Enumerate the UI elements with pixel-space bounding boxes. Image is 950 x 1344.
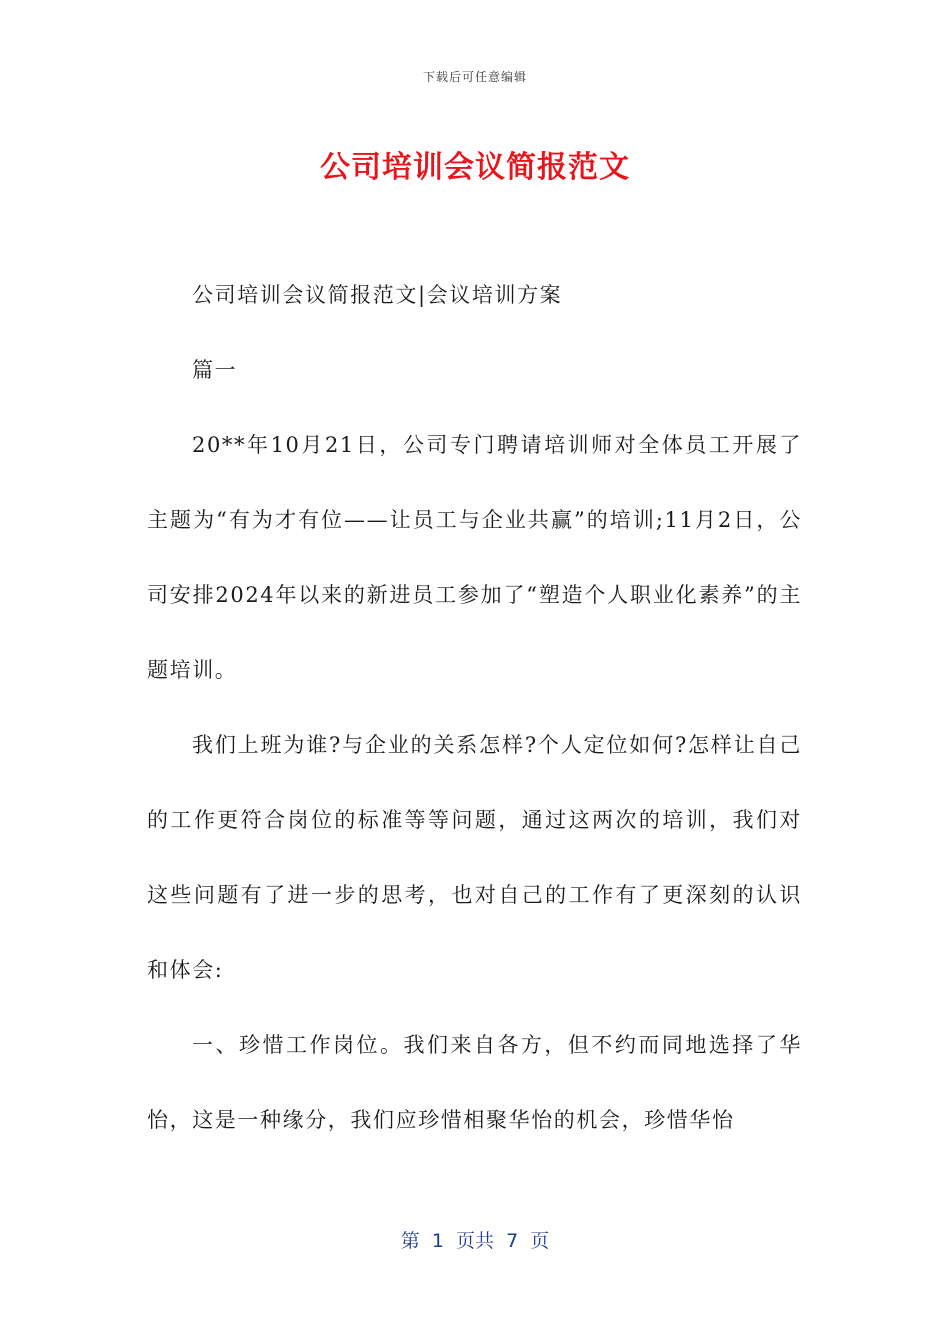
- document-title: 公司培训会议简报范文: [320, 150, 630, 185]
- header-note: 下载后可任意编辑: [422, 70, 527, 84]
- paragraph-section-heading: 篇一: [192, 358, 238, 382]
- paragraph-reflection: 我们上班为谁?与企业的关系怎样?个人定位如何?怎样让自己的工作更符合岗位的标准等等问题，通过这两次的培训，我们对这些问题有了进一步的思考，也对自己的工作有了更深刻的认识和体会:: [147, 733, 802, 982]
- document-body: [147, 258, 802, 1158]
- page-number-footer: 第 1 页共 7 页: [400, 1230, 550, 1252]
- paragraph-point-one: 一、珍惜工作岗位。我们来自各方，但不约而同地选择了华怡，这是一种缘分，我们应珍惜相聚华怡的机会，珍惜华怡: [147, 1033, 802, 1132]
- paragraph-subtitle: 公司培训会议简报范文|会议培训方案: [192, 283, 563, 307]
- paragraph-training-overview: 20**年10月21日，公司专门聘请培训师对全体员工开展了主题为“有为才有位——让员工与企业共赢”的培训;11月2日，公司安排2024年以来的新进员工参加了“塑造个人职业化素养”的主题培训。: [147, 433, 802, 682]
